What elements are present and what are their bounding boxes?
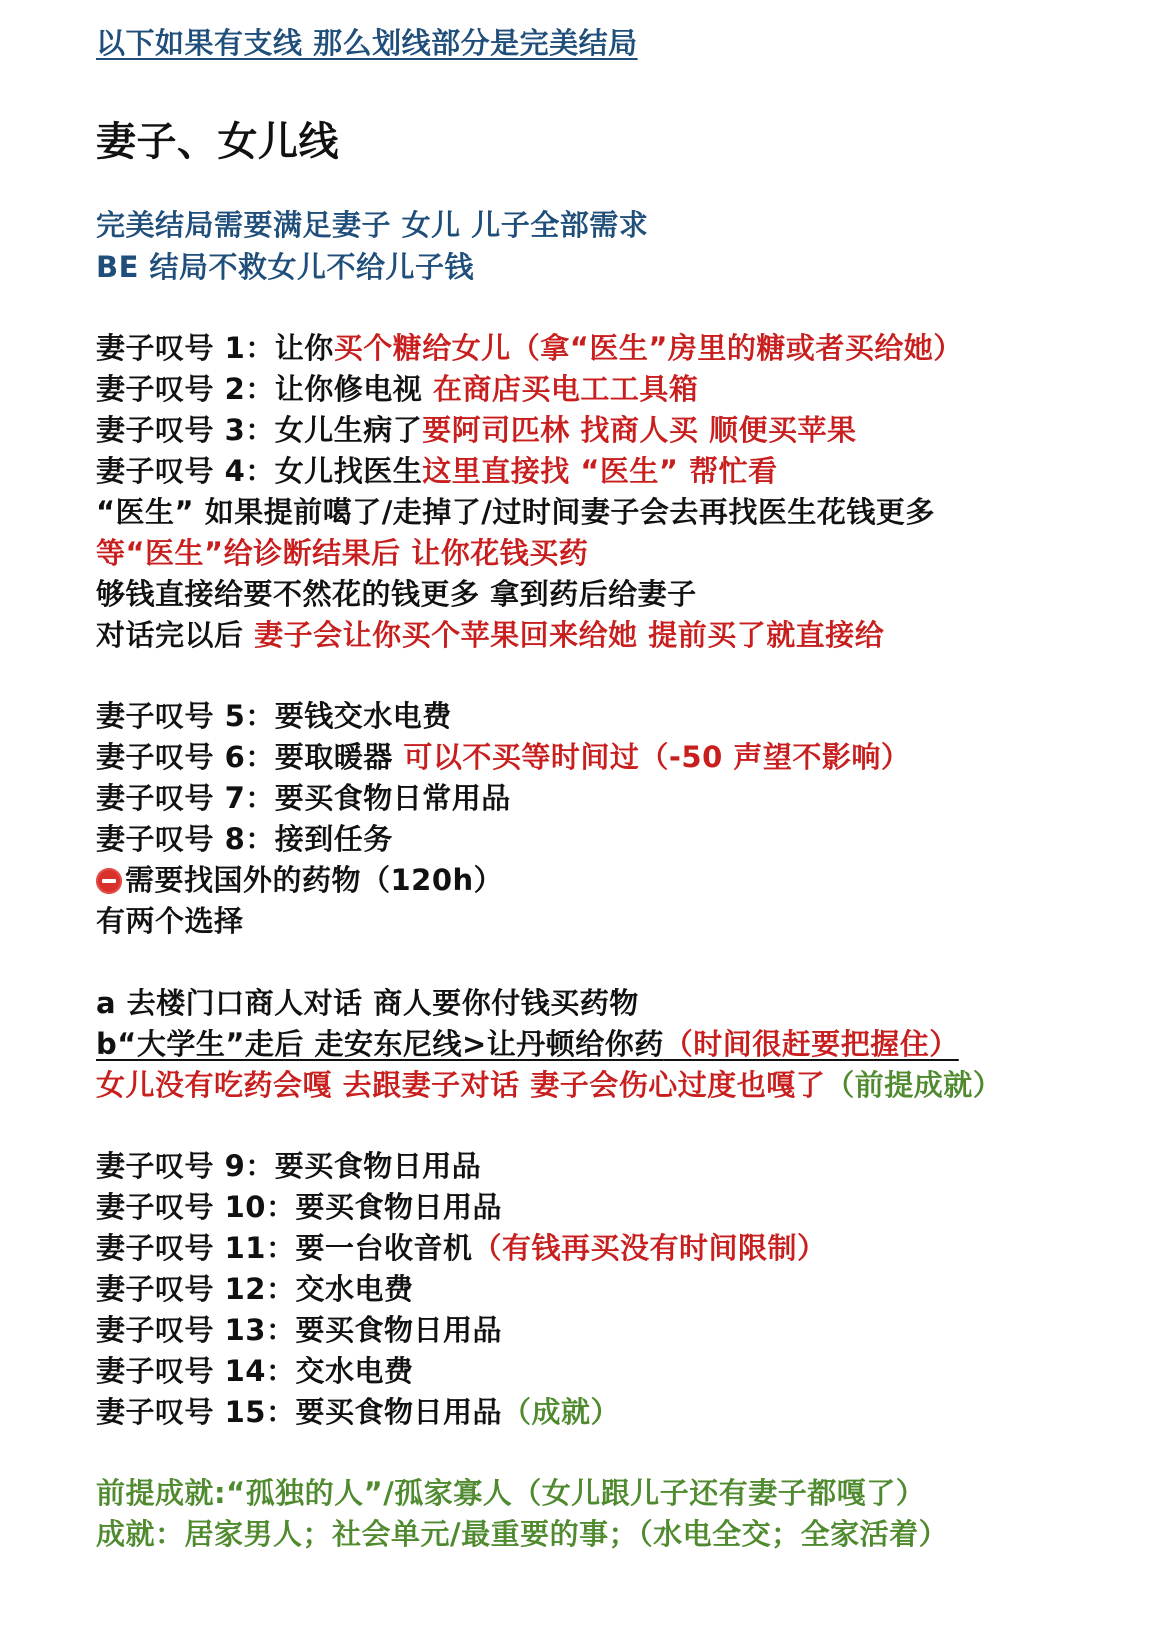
quest-line <box>96 862 503 898</box>
wife-sigh-10: 妻子叹号 10：要买食物日用品 <box>96 1190 502 1224</box>
wife-sigh-12: 妻子叹号 12：交水电费 <box>96 1272 414 1306</box>
section-title: 妻子、女儿线 <box>96 119 339 165</box>
wife-sigh-4 <box>96 453 778 489</box>
apple-note-label: 对话完以后 <box>96 618 255 652</box>
fail-tag: （前提成就） <box>825 1068 1003 1102</box>
wife-sigh-6 <box>96 739 910 775</box>
wife-sigh-3-label: 妻子叹号 3：女儿生病了 <box>96 413 423 447</box>
perfect-ending-requirement: 完美结局需要满足妻子 女儿 儿子全部需求 <box>96 208 649 242</box>
stop-sign-icon <box>96 868 122 894</box>
wife-sigh-2 <box>96 371 698 407</box>
wife-sigh-6-detail: 可以不买等时间过（-50 声望不影响） <box>403 740 911 774</box>
wife-sigh-3-detail: 要阿司匹林 找商人买 顺便买苹果 <box>422 413 857 447</box>
bad-ending-condition: BE 结局不救女儿不给儿子钱 <box>96 250 475 284</box>
wife-sigh-1-detail: 买个糖给女儿（拿“医生”房里的糖或者买给她） <box>333 331 963 365</box>
wife-sigh-15-label: 妻子叹号 15：要买食物日用品 <box>96 1395 502 1429</box>
option-b <box>96 1026 959 1062</box>
fail-text: 女儿没有吃药会嘎 去跟妻子对话 妻子会伤心过度也嘎了 <box>96 1068 826 1102</box>
diagnosis-note: 等“医生”给诊断结果后 让你花钱买药 <box>96 536 589 570</box>
wife-sigh-8: 妻子叹号 8：接到任务 <box>96 822 393 856</box>
wife-sigh-13: 妻子叹号 13：要买食物日用品 <box>96 1313 502 1347</box>
money-note: 够钱直接给要不然花的钱更多 拿到药后给妻子 <box>96 577 697 611</box>
wife-sigh-3 <box>96 412 856 448</box>
achievements: 成就：居家男人；社会单元/最重要的事；（水电全交；全家活着） <box>96 1517 949 1551</box>
wife-sigh-11 <box>96 1230 826 1266</box>
option-a: a 去楼门口商人对话 商人要你付钱买药物 <box>96 986 639 1020</box>
wife-sigh-9: 妻子叹号 9：要买食物日用品 <box>96 1149 482 1183</box>
wife-sigh-4-label: 妻子叹号 4：女儿找医生 <box>96 454 423 488</box>
prereq-achievement: 前提成就:“孤独的人”/孤家寡人（女儿跟儿子还有妻子都嘎了） <box>96 1476 926 1510</box>
wife-sigh-11-detail: （有钱再买没有时间限制） <box>472 1231 827 1265</box>
intro-note: 以下如果有支线 那么划线部分是完美结局 <box>96 26 638 60</box>
wife-sigh-15-tag: （成就） <box>501 1395 620 1429</box>
doctor-note: “医生” 如果提前噶了/走掉了/过时间妻子会去再找医生花钱更多 <box>96 495 935 529</box>
apple-note-detail: 妻子会让你买个苹果回来给她 提前买了就直接给 <box>254 618 885 652</box>
wife-sigh-7: 妻子叹号 7：要买食物日常用品 <box>96 781 511 815</box>
option-b-label: b“大学生”走后 走安东尼线>让丹顿给你药 <box>96 1027 664 1061</box>
wife-sigh-2-detail: 在商店买电工工具箱 <box>432 372 699 406</box>
wife-sigh-14: 妻子叹号 14：交水电费 <box>96 1354 414 1388</box>
wife-sigh-11-label: 妻子叹号 11：要一台收音机 <box>96 1231 473 1265</box>
quest-text: 需要找国外的药物（120h） <box>125 863 504 897</box>
fail-condition <box>96 1067 1002 1103</box>
wife-sigh-1-label: 妻子叹号 1：让你 <box>96 331 334 365</box>
wife-sigh-15 <box>96 1394 620 1430</box>
wife-sigh-1 <box>96 330 963 366</box>
wife-sigh-4-detail: 这里直接找 “医生” 帮忙看 <box>422 454 778 488</box>
apple-note <box>96 617 884 653</box>
two-choices: 有两个选择 <box>96 904 244 938</box>
option-b-detail: （时间很赶要把握住） <box>663 1027 959 1061</box>
wife-sigh-2-label: 妻子叹号 2：让你修电视 <box>96 372 433 406</box>
wife-sigh-6-label: 妻子叹号 6：要取暖器 <box>96 740 404 774</box>
wife-sigh-5: 妻子叹号 5：要钱交水电费 <box>96 699 452 733</box>
